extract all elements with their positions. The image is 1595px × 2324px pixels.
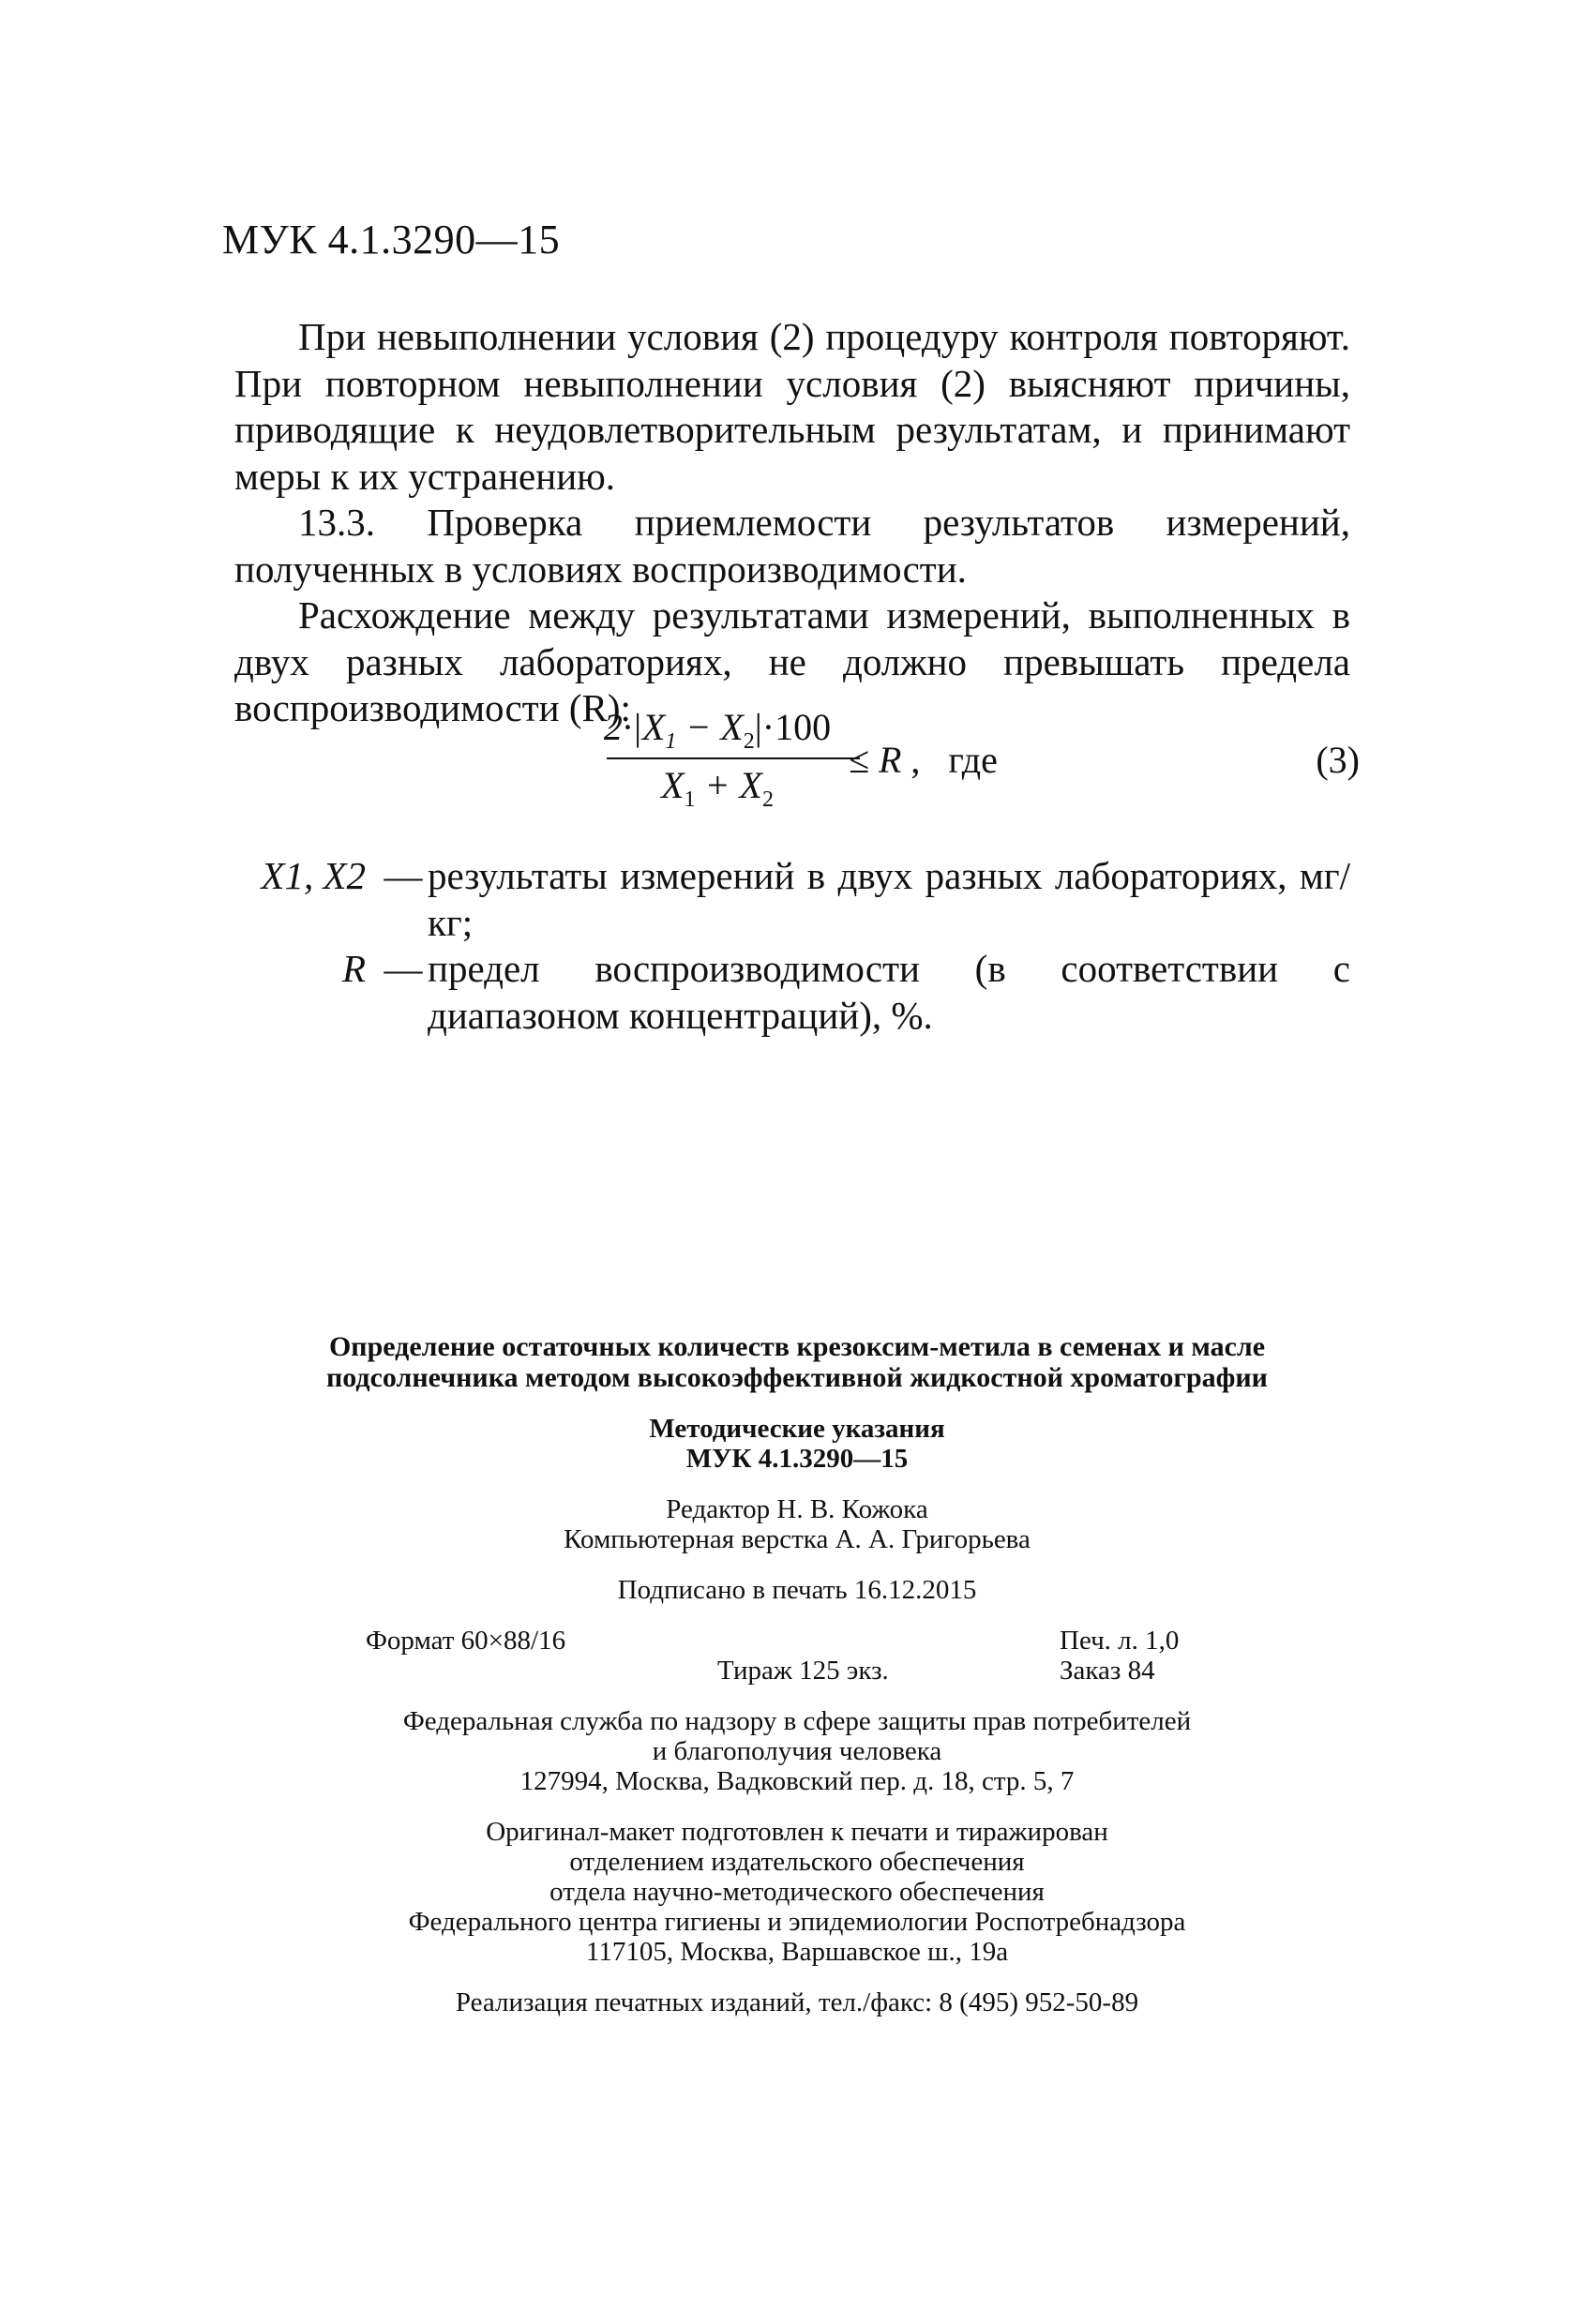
formula-relation: ≤ R , где [849,739,998,781]
body-text [234,314,1350,732]
definition-dash: — [384,947,423,990]
definition-item [234,946,1350,1039]
formula-denominator: $X_1 + X_2$ [661,764,774,812]
imprint-sheets-order: Печ. л. 1,0 Заказ 84 [1060,1626,1180,1686]
imprint-original-address: 117105, Москва, Варшавское ш., 19а [585,1937,1009,1967]
imprint-doc-type: Методические указания [649,1414,945,1444]
imprint-publisher: Федеральная служба по надзору в сфере защиты прав потребителей [402,1706,1192,1736]
imprint-original: отдела научно-методического обеспечения [549,1877,1045,1907]
imprint-original: Федерального центра гигиены и эпидемиологии Роспотребнадзора [408,1907,1186,1937]
imprint-sales: Реализация печатных изданий, тел./факс: 8 (495) 952-50-89 [455,1987,1139,2017]
definition-text: предел воспроизводимости (в соответствии с диапазоном концентраций), %. [428,947,1350,1037]
imprint-format-row [309,1626,1285,1686]
definition-symbol: X1, X2 [261,854,366,897]
imprint-editor: Редактор Н. В. Кожока [666,1494,928,1524]
imprint-title-line: Определение остаточных количеств крезоксим-метила в семенах и масле [328,1331,1266,1362]
formula-number: (3) [1316,739,1360,781]
imprint-layout: Компьютерная верстка А. А. Григорьева [564,1524,1031,1554]
definition-item [234,853,1350,946]
paragraph-reproducibility: Расхождение между результатами измерений, выполненных в двух разных лабораториях, не должно превышать предела воспроизводимости (R): [234,593,1350,729]
definition-text: результаты измерений в двух разных лабораториях, мг/кг; [428,854,1350,944]
imprint-original: отделением издательского обеспечения [569,1847,1025,1877]
imprint-circulation: Тираж 125 экз. [717,1656,889,1686]
imprint-format: Формат 60×88/16 [366,1626,566,1656]
fraction-bar [607,757,860,759]
imprint-signed: Подписано в печать 16.12.2015 [617,1575,977,1605]
page-header-code: МУК 4.1.3290—15 [222,217,561,262]
imprint-title-line: подсолнечника методом высокоэффективной жидкостной хроматографии [326,1362,1268,1393]
imprint-original: Оригинал-макет подготовлен к печати и тиражирован [486,1817,1108,1847]
formula-numerator: $2\cdot|X_1 - X_2|\cdot 100$ [603,706,832,754]
formula-3 [544,705,1360,827]
definition-symbol: R [341,947,366,990]
definition-dash: — [384,854,423,897]
imprint-doc-code: МУК 4.1.3290—15 [685,1444,909,1474]
paragraph-section-13-3: 13.3. Проверка приемлемости результатов измерений, полученных в условиях воспроизводимости. [234,501,1350,591]
paragraph-repeat-control: При невыполнении условия (2) процедуру контроля повторяют. При повторном невыполнении условия (2) выясняют причины, приводящие к неудовлетворительным результатам, и принимают меры к их устранению. [234,315,1350,498]
definitions-list [234,853,1350,1039]
imprint-publisher-address: 127994, Москва, Вадковский пер. д. 18, стр. 5, 7 [519,1766,1075,1796]
imprint-publisher: и благополучия человека [652,1736,942,1766]
imprint-block [309,1331,1285,2017]
